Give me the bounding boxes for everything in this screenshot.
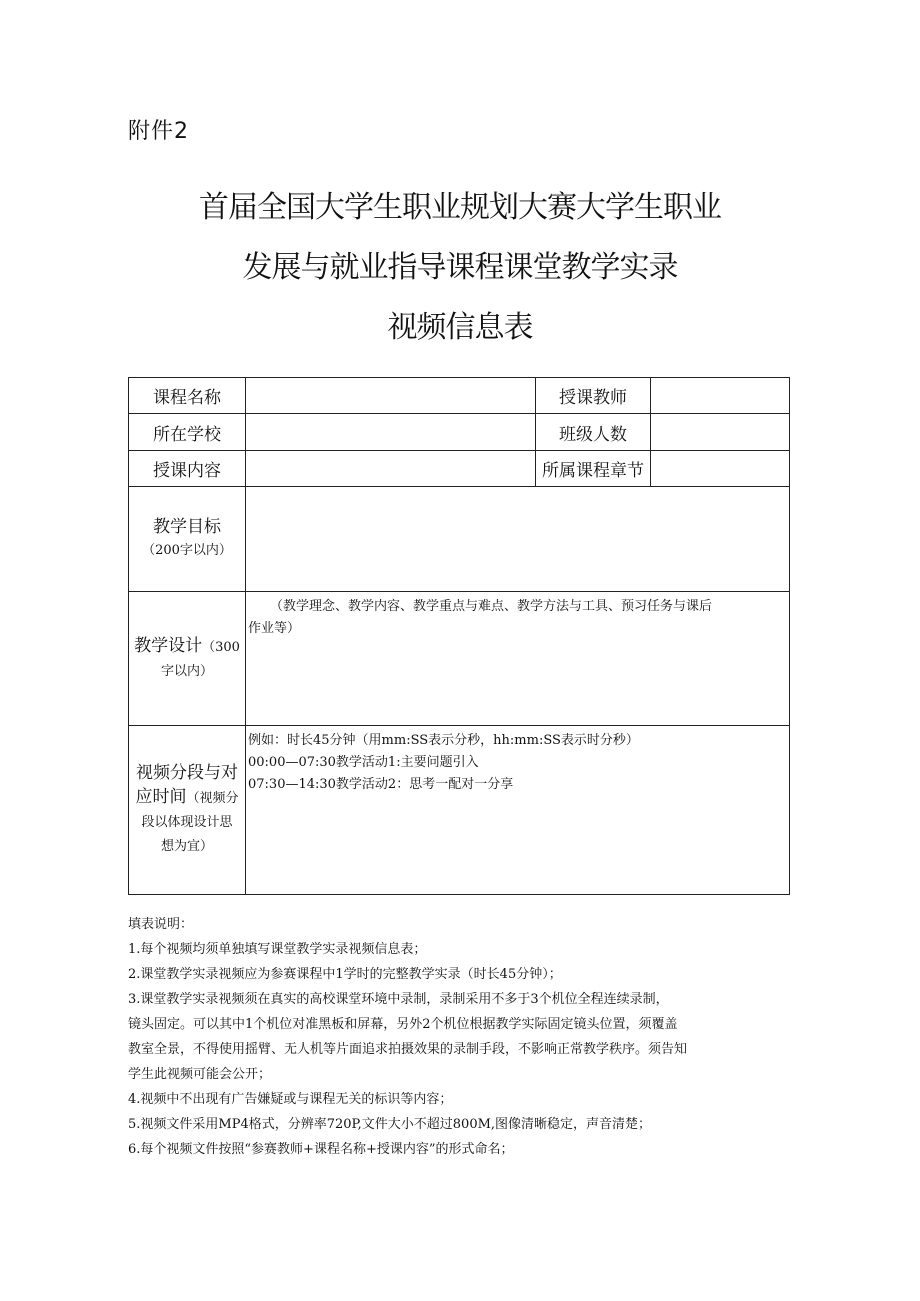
segment-sub-c: 想为宜） [160, 839, 213, 854]
video-info-table [128, 377, 790, 895]
class-size-label: 班级人数 [536, 414, 651, 451]
note-item: 4.视频中不出现有广告嫌疑或与课程无关的标识等内容； [128, 1092, 453, 1107]
title-line-3: 视频信息表 [387, 310, 533, 345]
teacher-field[interactable] [651, 378, 790, 414]
segment-label-cell [129, 726, 246, 895]
design-label-cell [129, 592, 246, 726]
title-line-2: 发展与就业指导课程课堂教学实录 [242, 250, 678, 285]
design-note-1: （教学理念、教学内容、教学重点与难点、教学方法与工具、预习任务与课后 [270, 599, 713, 614]
fill-instructions [128, 912, 800, 1162]
note-item: 2.课堂教学实录视频应为参赛课程中1学时的完整教学实录（时长45分钟）； [128, 967, 562, 982]
design-label: 教学设计 [134, 635, 203, 656]
content-field[interactable] [246, 451, 536, 487]
content-label: 授课内容 [129, 451, 246, 487]
design-limit-b: 字以内） [160, 663, 213, 679]
design-field[interactable] [246, 592, 790, 726]
note-item: 镜头固定。可以其中1个机位对准黑板和屏幕，另外2个机位根据教学实际固定镜头位置，须覆盖 [128, 1017, 678, 1032]
segment-label-1: 视频分段与对 [136, 763, 238, 783]
objectives-field[interactable] [246, 487, 790, 592]
teacher-label: 授课教师 [536, 378, 651, 414]
chapter-field[interactable] [651, 451, 790, 487]
course-name-label: 课程名称 [129, 378, 246, 414]
attachment-label: 附件2 [128, 119, 189, 144]
design-limit-a: （300 [202, 639, 240, 655]
design-note-2: 作业等） [248, 621, 301, 636]
note-item: 6.每个视频文件按照“参赛教师+课程名称+授课内容”的形式命名； [128, 1142, 514, 1157]
chapter-label: 所属课程章节 [536, 451, 651, 487]
note-item: 5.视频文件采用MP4格式，分辨率720P,文件大小不超过800M,图像清晰稳定，声音清楚； [128, 1117, 652, 1132]
segment-sub-a: （视频分 [186, 791, 239, 806]
segment-field[interactable] [246, 726, 790, 895]
objectives-limit: （200字以内） [142, 543, 232, 558]
school-label: 所在学校 [129, 414, 246, 451]
segment-example-1: 例如：时长45分钟（用mm:SS表示分秒，hh:mm:SS表示时分秒） [248, 733, 639, 748]
segment-sub-b: 段以体现设计思 [141, 815, 233, 830]
objectives-label-cell [129, 487, 246, 592]
note-item: 学生此视频可能会公开； [128, 1067, 272, 1082]
note-item: 教室全景，不得使用摇臂、无人机等片面追求拍摄效果的录制手段，不影响正常教学秩序。须告知 [128, 1042, 688, 1057]
note-item: 1.每个视频均须单独填写课堂教学实录视频信息表； [128, 942, 427, 957]
course-name-field[interactable] [246, 378, 536, 414]
segment-example-2: 00:00—07:30教学活动1:主要问题引入 [248, 755, 479, 770]
objectives-label: 教学目标 [153, 517, 221, 537]
segment-example-3: 07:30—14:30教学活动2：思考一配对一分享 [248, 777, 514, 792]
segment-label-2: 应时间 [135, 787, 187, 807]
class-size-field[interactable] [651, 414, 790, 451]
school-field[interactable] [246, 414, 536, 451]
note-item: 3.课堂教学实录视频须在真实的高校课堂环境中录制，录制采用不多于3个机位全程连续录制， [128, 992, 669, 1007]
notes-heading: 填表说明： [128, 917, 194, 932]
title-line-1: 首届全国大学生职业规划大赛大学生职业 [199, 190, 721, 225]
